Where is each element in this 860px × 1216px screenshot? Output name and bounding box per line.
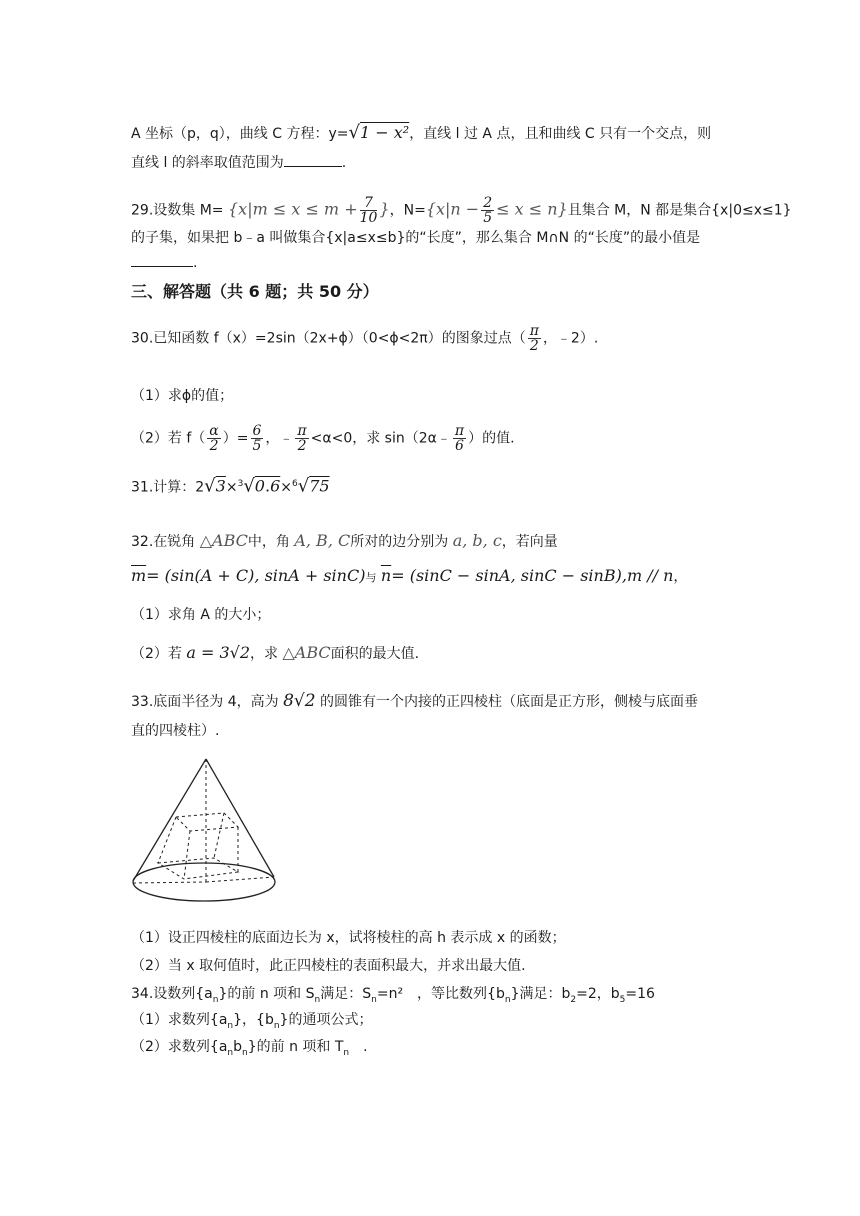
sqrt-symbol: √ (243, 475, 255, 497)
q28-text-b: ，直线 l 过 A 点，且和曲线 C 只有一个交点，则 (409, 126, 712, 142)
prism-bottom (158, 858, 238, 879)
q34-p2-d: . (349, 1039, 368, 1055)
cone-with-prism-figure (128, 755, 278, 910)
q31-prefix: 31.计算：2 (131, 479, 205, 496)
answer-blank[interactable] (131, 252, 193, 267)
q32-p2-b: ，求 (250, 646, 279, 662)
subscript-5: 5 (619, 994, 626, 1005)
frac-den: 5 (483, 210, 493, 226)
q30-part1: （1）求ϕ的值； (131, 388, 234, 404)
q28-sqrt-expr: 1 − x² (359, 123, 410, 142)
subscript-n: n (314, 994, 321, 1005)
q29-text-end: . (193, 255, 198, 271)
q29-setN-frac (481, 196, 494, 225)
q28-text-a: A 坐标（p，q），曲线 C 方程：y= (131, 126, 349, 142)
times-sign: × (225, 479, 238, 496)
q29-mid: ，N= (389, 202, 426, 219)
q28-text-end: . (341, 155, 347, 171)
q31-line (131, 474, 330, 498)
subscript-2: 2 (570, 994, 577, 1005)
q34-g: =16 (625, 986, 655, 1002)
triangle-abc: △ABC (199, 531, 248, 550)
q30-p2-c: ，﹣ (265, 430, 294, 447)
q34-part1 (131, 1010, 372, 1036)
cone-base-ellipse (133, 863, 275, 901)
q29-setM-frac (360, 196, 378, 225)
q32-p2-c: 面积的最大值. (330, 646, 420, 662)
q32-line1 (131, 531, 558, 552)
q28-line1 (131, 123, 711, 144)
q34-p1-a: （1）求数列{a (131, 1012, 228, 1028)
q29-setN-b: ≤ x ≤ n} (496, 199, 568, 219)
q34-p2-b: b (233, 1039, 243, 1055)
frac-alpha-2 (207, 424, 220, 453)
q32-part1: （1）求角 A 的大小； (131, 607, 271, 623)
subscript-n: n (273, 1020, 280, 1031)
q34-a: 34.设数列{a (131, 986, 213, 1002)
frac-6-5 (251, 424, 264, 453)
frac-den: 2 (297, 438, 307, 454)
q34-p2-a: （2）求数列{a (131, 1039, 228, 1055)
q29-line3 (131, 252, 197, 273)
q32-p2-a: （2）若 (131, 646, 182, 662)
sqrt-symbol: √ (204, 475, 216, 497)
frac-pi-2 (295, 424, 308, 453)
frac-den: 6 (455, 438, 464, 454)
q33-a: 33.底面半径为 4，高为 (131, 694, 279, 710)
cone-right-edge (206, 759, 274, 877)
section-title: 三、解答题（共 6 题；共 50 分） (131, 282, 379, 301)
q30-p2-b: ）= (222, 430, 249, 447)
vector-n-expr: = (sinC − sinA, sinC − sinB), (391, 566, 627, 585)
q28-line2 (131, 152, 346, 173)
times-sign: × (280, 479, 292, 496)
q31-radicand-3: 75 (309, 476, 330, 496)
q29-line2 (131, 228, 700, 248)
frac-den: 5 (252, 438, 262, 454)
subscript-n: n (212, 994, 219, 1005)
vector-m-expr: = (sin(A + C), sinA + sinC) (146, 566, 366, 585)
q29-setN-a: {x|n − (425, 199, 480, 219)
frac-num: 2 (483, 195, 493, 211)
q30-p2-e: ）的值. (468, 430, 515, 447)
q34-p1-c: }的通项公式； (279, 1012, 373, 1028)
root-index: 3 (237, 479, 244, 489)
q32-b: 中，角 (247, 534, 290, 550)
q32-c: 所对的边分别为 (350, 534, 449, 550)
vector-m: $\overline{m}$ (131, 566, 147, 585)
q31-radicand-1: 3 (215, 476, 226, 496)
frac-num: 7 (360, 196, 378, 211)
frac-num: 6 (252, 423, 262, 439)
subscript-n: n (227, 1047, 234, 1058)
q30-prefix: 30.已知函数 f（x）=2sin（2x+ϕ）（0<ϕ<2π）的图象过点（ (131, 330, 526, 347)
q30-suffix: ，﹣2）. (542, 330, 599, 347)
q34-part2 (131, 1037, 368, 1063)
frac-num: π (297, 423, 307, 439)
q32-line2 (131, 566, 687, 588)
q34-e: }满足：b (510, 986, 571, 1002)
q34-p2-c: }的前 n 项和 T (247, 1039, 344, 1055)
q29-text-2: 的子集，如果把 b﹣a 叫做集合{x|a≤x≤b}的“长度”，那么集合 M∩N 的“长度”的最小值是 (131, 230, 701, 246)
q32-with: 与 (365, 571, 377, 584)
q30-p2-d: <α<0，求 sin（2α﹣ (310, 430, 451, 447)
q30-point-frac (528, 324, 541, 353)
frac-den: 2 (209, 438, 219, 454)
q34-c: 满足：S (320, 986, 372, 1002)
q29-setM-a: {x|m ≤ x ≤ m + (227, 199, 358, 219)
q32-part2 (131, 643, 419, 664)
subscript-n: n (242, 1047, 248, 1058)
root-index: 6 (291, 479, 298, 489)
triangle-abc: △ABC (282, 643, 331, 662)
q32-a: 32.在锐角 (131, 534, 196, 550)
vector-parallel: m // n (626, 566, 674, 585)
q33-b: 的圆锥有一个内接的正四棱柱（底面是正方形，侧棱与底面垂 (320, 694, 698, 710)
prism-top (176, 813, 238, 831)
q29-line1 (131, 196, 792, 225)
q34-d: =n² ，等比数列{b (376, 986, 505, 1002)
subscript-n: n (504, 994, 511, 1005)
q32-d: ，若向量 (501, 534, 558, 550)
sqrt-symbol: √ (297, 475, 310, 497)
q30-part2 (131, 424, 515, 453)
frac-den: 10 (359, 210, 378, 226)
q33-line1 (131, 691, 698, 712)
answer-blank[interactable] (284, 152, 342, 167)
frac-num: α (209, 423, 219, 439)
sqrt-symbol: √ (348, 122, 360, 143)
q28-text-c: 直线 l 的斜率取值范围为 (131, 155, 284, 171)
subscript-n: n (343, 1047, 350, 1058)
frac-num: π (454, 423, 465, 439)
q33-part1: （1）设正四棱柱的底面边长为 x，试将棱柱的高 h 表示成 x 的函数； (131, 930, 566, 946)
q33-line2: 直的四棱柱）. (131, 723, 220, 739)
vector-n: $\overline{n}$ (380, 566, 392, 585)
subscript-n: n (371, 994, 377, 1005)
q34-f: =2，b (576, 986, 620, 1002)
q29-tail: 且集合 M，N 都是集合{x|0≤x≤1} (567, 202, 792, 219)
frac-num: π (529, 323, 539, 339)
frac-den: 2 (529, 338, 539, 354)
q33-part2: （2）当 x 取何值时，此正四棱柱的表面积最大，并求出最大值. (131, 958, 526, 974)
q30-p2-a: （2）若 f（ (131, 430, 206, 447)
q29-prefix: 29.设数集 M= (131, 202, 224, 219)
q31-radicand-2: 0.6 (254, 476, 281, 496)
q30-line1 (131, 324, 598, 353)
q32-p2-math: a = 3√2 (186, 643, 251, 662)
q34-b: }的前 n 项和 S (218, 986, 315, 1002)
q34-line1 (131, 984, 655, 1010)
q33-height: 8√2 (283, 691, 316, 711)
sides-abc: a, b, c (452, 531, 502, 550)
q34-p1-b: }，{b (233, 1012, 274, 1028)
angles-abc: A, B, C (294, 531, 351, 550)
subscript-n: n (227, 1020, 234, 1031)
q29-setM-b: } (379, 199, 390, 219)
comma: ， (673, 569, 688, 585)
frac-pi-6 (453, 424, 466, 453)
